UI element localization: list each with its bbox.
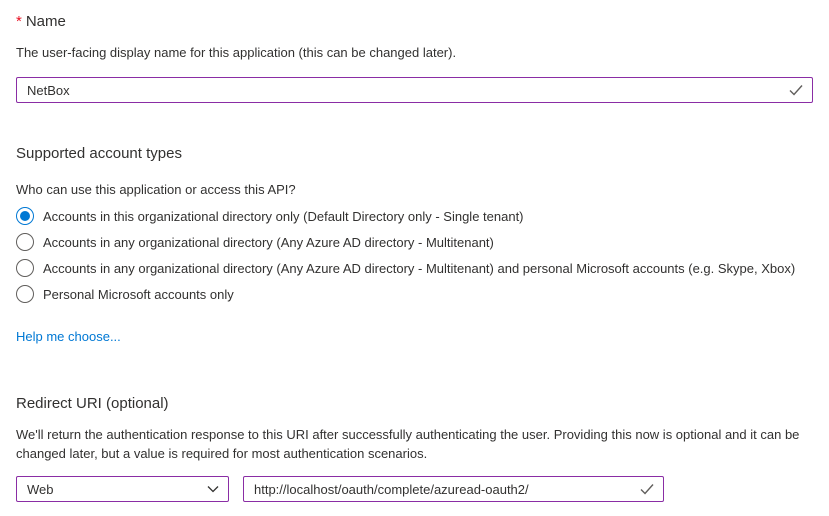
account-types-section-title: Supported account types bbox=[16, 145, 182, 162]
radio-button-icon bbox=[16, 259, 34, 277]
radio-option-single-tenant[interactable] bbox=[16, 203, 813, 229]
name-description: The user-facing display name for this application (this can be changed later). bbox=[16, 45, 457, 60]
platform-select-value: Web bbox=[27, 481, 54, 497]
name-section-title bbox=[16, 12, 813, 32]
redirect-uri-description: We'll return the authentication response to this URI after successfully authenticating the user. Providing this now is optional and it can be changed later, but a value is required for most authentication scenarios. bbox=[16, 427, 800, 461]
name-input-container bbox=[16, 77, 813, 103]
redirect-uri-input-container bbox=[243, 476, 664, 502]
radio-option-label: Accounts in any organizational directory (Any Azure AD directory - Multitenant) bbox=[43, 234, 494, 250]
redirect-uri-input[interactable] bbox=[244, 477, 663, 501]
help-me-choose-link[interactable]: Help me choose... bbox=[16, 329, 121, 344]
required-marker: * bbox=[16, 13, 22, 30]
redirect-uri-section-title: Redirect URI (optional) bbox=[16, 395, 169, 412]
radio-button-icon bbox=[16, 233, 34, 251]
radio-option-label: Accounts in this organizational directory only (Default Directory only - Single tenant) bbox=[43, 208, 524, 224]
name-title-text: Name bbox=[25, 13, 66, 30]
radio-button-icon bbox=[16, 285, 34, 303]
radio-option-multitenant-personal[interactable] bbox=[16, 255, 813, 281]
chevron-down-icon bbox=[207, 485, 219, 493]
radio-option-personal-only[interactable] bbox=[16, 281, 813, 307]
platform-select[interactable] bbox=[16, 476, 229, 502]
name-input[interactable] bbox=[17, 78, 812, 102]
radio-option-label: Personal Microsoft accounts only bbox=[43, 286, 234, 302]
radio-option-multitenant[interactable] bbox=[16, 229, 813, 255]
account-types-radio-group bbox=[16, 203, 813, 307]
account-types-question: Who can use this application or access this API? bbox=[16, 182, 296, 197]
radio-option-label: Accounts in any organizational directory (Any Azure AD directory - Multitenant) and personal Microsoft accounts (e.g. Skype, Xbox) bbox=[43, 260, 796, 276]
redirect-uri-controls bbox=[16, 476, 813, 502]
radio-button-icon bbox=[16, 207, 34, 225]
